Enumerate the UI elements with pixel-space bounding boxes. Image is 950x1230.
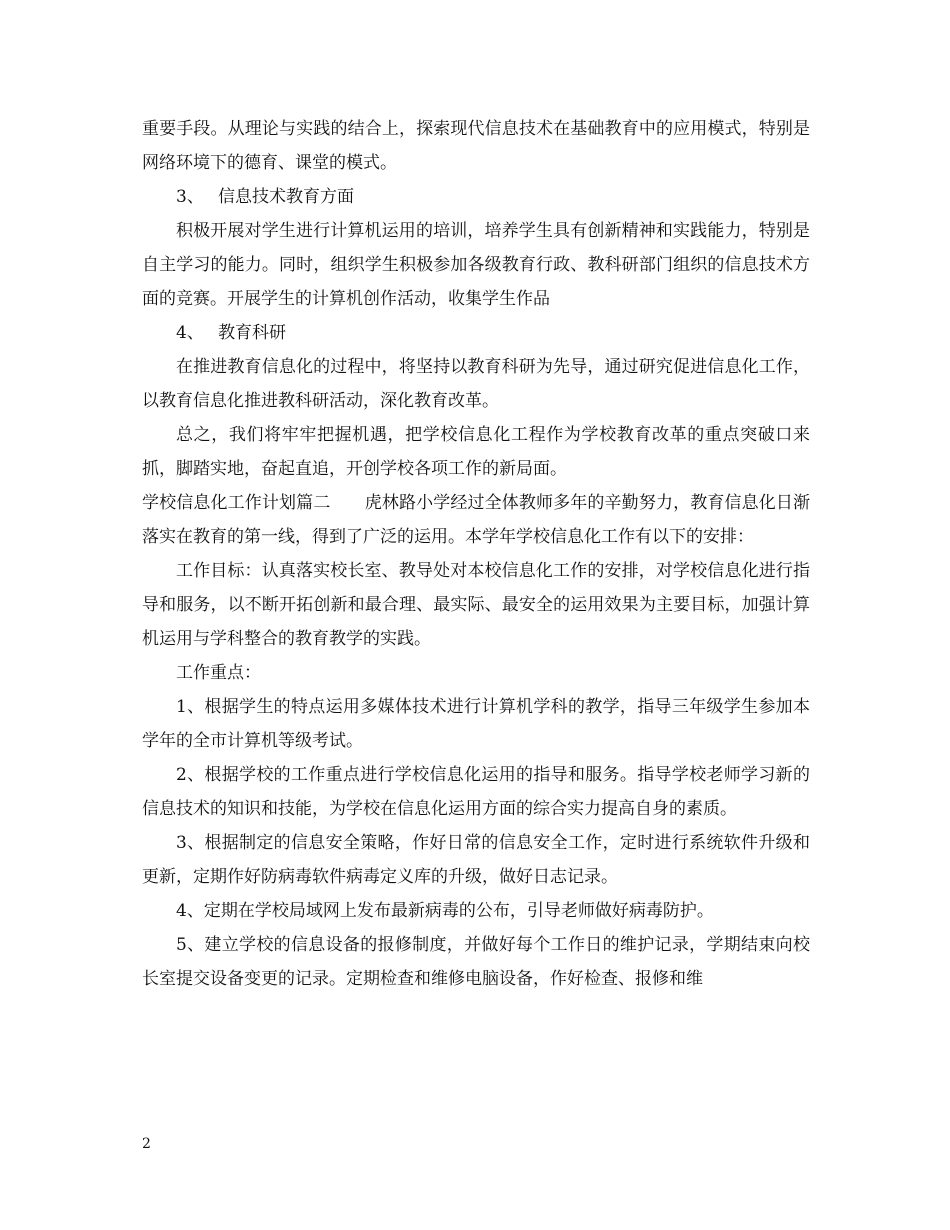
paragraph: 工作重点： [176, 663, 261, 683]
paragraph: 总之，我们将牢牢把握机遇，把学校信息化工程作为学校教育改革的重点突破口来抓，脚踏实地，奋起直追，开创学校各项工作的新局面。 [142, 425, 810, 479]
section-heading [142, 316, 810, 350]
section-title: 信息技术教育方面 [218, 187, 354, 207]
paragraph: 工作目标：认真落实校长室、教导处对本校信息化工作的安排，对学校信息化进行指导和服务，以不断开拓创新和最合理、最实际、最安全的运用效果为主要目标，加强计算机运用与学科整合的教育教学的实践。 [142, 561, 810, 649]
paragraph: 积极开展对学生进行计算机运用的培训，培养学生具有创新精神和实践能力，特别是自主学习的能力。同时，组织学生积极参加各级教育行政、教科研部门组织的信息技术方面的竞赛。开展学生的计算机创作活动，收集学生作品 [142, 221, 810, 309]
list-item: 3、根据制定的信息安全策略，作好日常的信息安全工作，定时进行系统软件升级和更新，定期作好防病毒软件病毒定义库的升级，做好日志记录。 [142, 833, 810, 887]
document-body [142, 112, 810, 996]
section-number: 4、 [176, 323, 204, 343]
section-heading [142, 180, 810, 214]
paragraph: 重要手段。从理论与实践的结合上，探索现代信息技术在基础教育中的应用模式，特别是网络环境下的德育、课堂的模式。 [142, 119, 810, 173]
paragraph: 在推进教育信息化的过程中，将坚持以教育科研为先导，通过研究促进信息化工作，以教育信息化推进教科研活动，深化教育改革。 [142, 357, 810, 411]
list-item: 4、定期在学校局域网上发布最新病毒的公布，引导老师做好病毒防护。 [176, 901, 714, 921]
list-item: 2、根据学校的工作重点进行学校信息化运用的指导和服务。指导学校老师学习新的信息技术的知识和技能，为学校在信息化运用方面的综合实力提高自身的素质。 [142, 765, 810, 819]
list-item: 5、建立学校的信息设备的报修制度，并做好每个工作日的维护记录，学期结束向校长室提交设备变更的记录。定期检查和维修电脑设备，作好检查、报修和维 [142, 935, 810, 989]
section-number: 3、 [176, 187, 204, 207]
section-title: 教育科研 [218, 323, 286, 343]
page-number: 2 [142, 1136, 151, 1152]
paragraph: 学校信息化工作计划篇二 虎林路小学经过全体教师多年的辛勤努力，教育信息化日渐落实在教育的第一线，得到了广泛的运用。本学年学校信息化工作有以下的安排： [142, 493, 810, 547]
list-item: 1、根据学生的特点运用多媒体技术进行计算机学科的教学，指导三年级学生参加本学年的全市计算机等级考试。 [142, 697, 810, 751]
